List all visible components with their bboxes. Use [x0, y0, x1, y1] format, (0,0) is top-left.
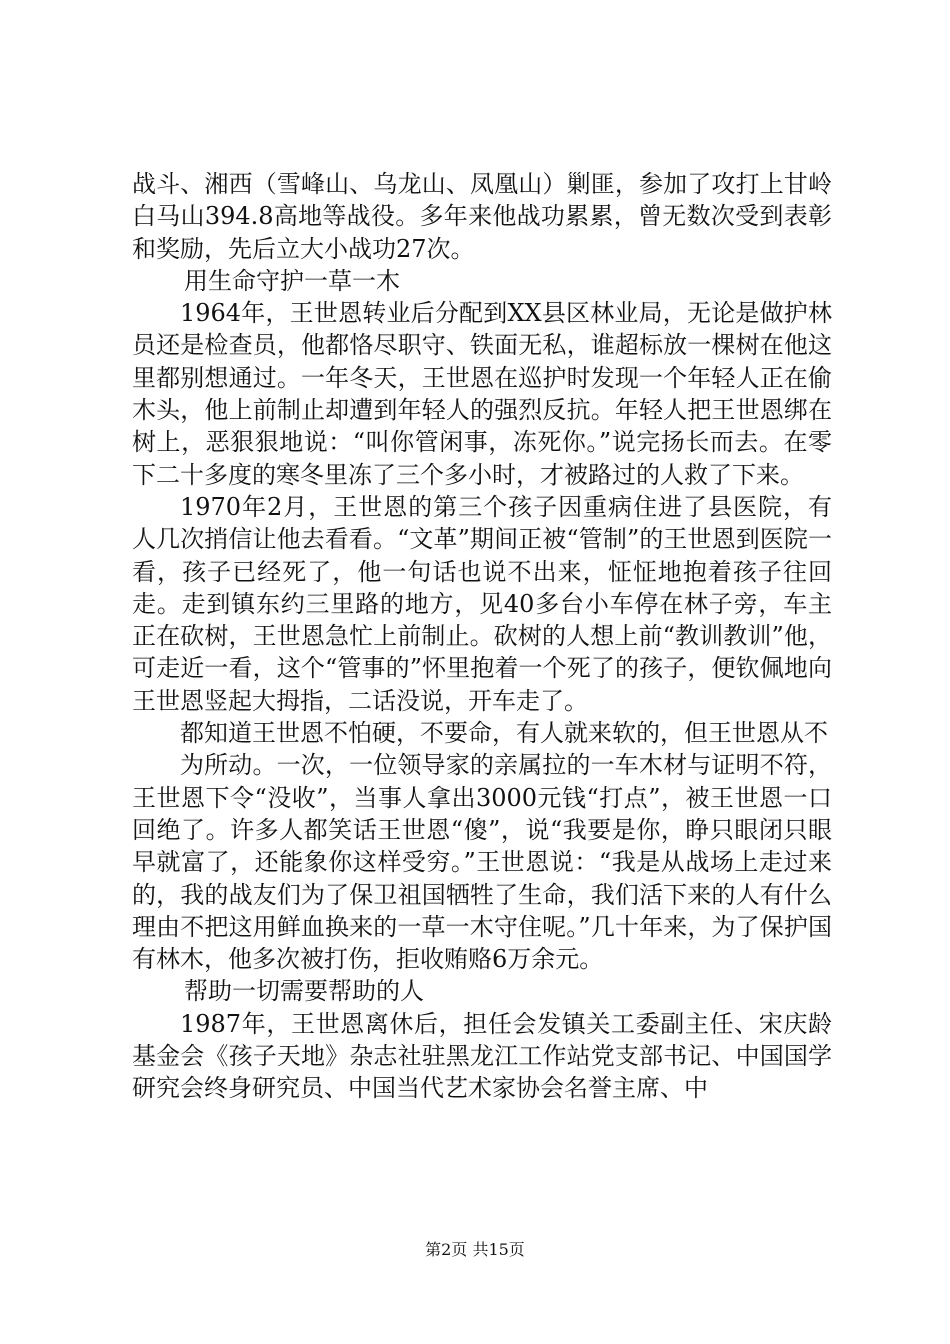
paragraph-1: 战斗、湘西（雪峰山、乌龙山、凤凰山）剿匪，参加了攻打上甘岭白马山394.8高地等战役。多年来他战功累累，曾无数次受到表彰和奖励，先后立大小战功27次。: [132, 170, 832, 263]
document-body: [132, 168, 832, 1105]
paragraph-6: 1987年，王世恩离休后，担任会发镇关工委副主任、宋庆龄基金会《孩子天地》杂志社驻黑龙江工作站党支部书记、中国国学研究会终身研究员、中国当代艺术家协会名誉主席、中: [132, 1009, 832, 1103]
paragraph-2: 1964年，王世恩转业后分配到XX县区林业局，无论是做护林员还是检查员，他都恪尽职守、铁面无私，谁超标放一棵树在他这里都别想通过。一年冬天，王世恩在巡护时发现一个年轻人正在偷木头，他上前制止却遭到年轻人的强烈反抗。年轻人把王世恩绑在树上，恶狠狠地说：“叫你管闲事，冻死你。”说完扬长而去。在零下二十多度的寒冬里冻了三个多小时，才被路过的人救了下来。: [132, 299, 832, 489]
page-footer: 第2页 共15页: [425, 1240, 525, 1259]
paragraph-4: 都知道王世恩不怕硬，不要命，有人就来软的，但王世恩从不: [180, 719, 828, 748]
paragraph-5: 为所动。一次，一位领导家的亲属拉的一车木材与证明不符，王世恩下令“没收”，当事人拿出3000元钱“打点”，被王世恩一口回绝了。许多人都笑话王世恩“傻”，说“我要是你，睁只眼闭只眼早就富了，还能象你这样受穷。”王世恩说：“我是从战场上走过来的，我的战友们为了保卫祖国牺牲了生命，我们活下来的人有什么理由不把这用鲜血换来的一草一木守住呢。”几十年来，为了保护国有林木，他多次被打伤，拒收贿赂6万余元。: [132, 751, 832, 974]
section-heading-2: 帮助一切需要帮助的人: [184, 977, 424, 1006]
paragraph-3: 1970年2月，王世恩的第三个孩子因重病住进了县医院，有人几次捎信让他去看看。“文革”期间正被“管制”的王世恩到医院一看，孩子已经死了，他一句话也说不出来，怔怔地抱着孩子往回走。走到镇东约三里路的地方，见40多台小车停在林子旁，车主正在砍树，王世恩急忙上前制止。砍树的人想上前“教训教训”他，可走近一看，这个“管事的”怀里抱着一个死了的孩子，便钦佩地向王世恩竖起大拇指，二话没说，开车走了。: [132, 492, 832, 715]
section-heading-1: 用生命守护一草一木: [184, 266, 400, 295]
